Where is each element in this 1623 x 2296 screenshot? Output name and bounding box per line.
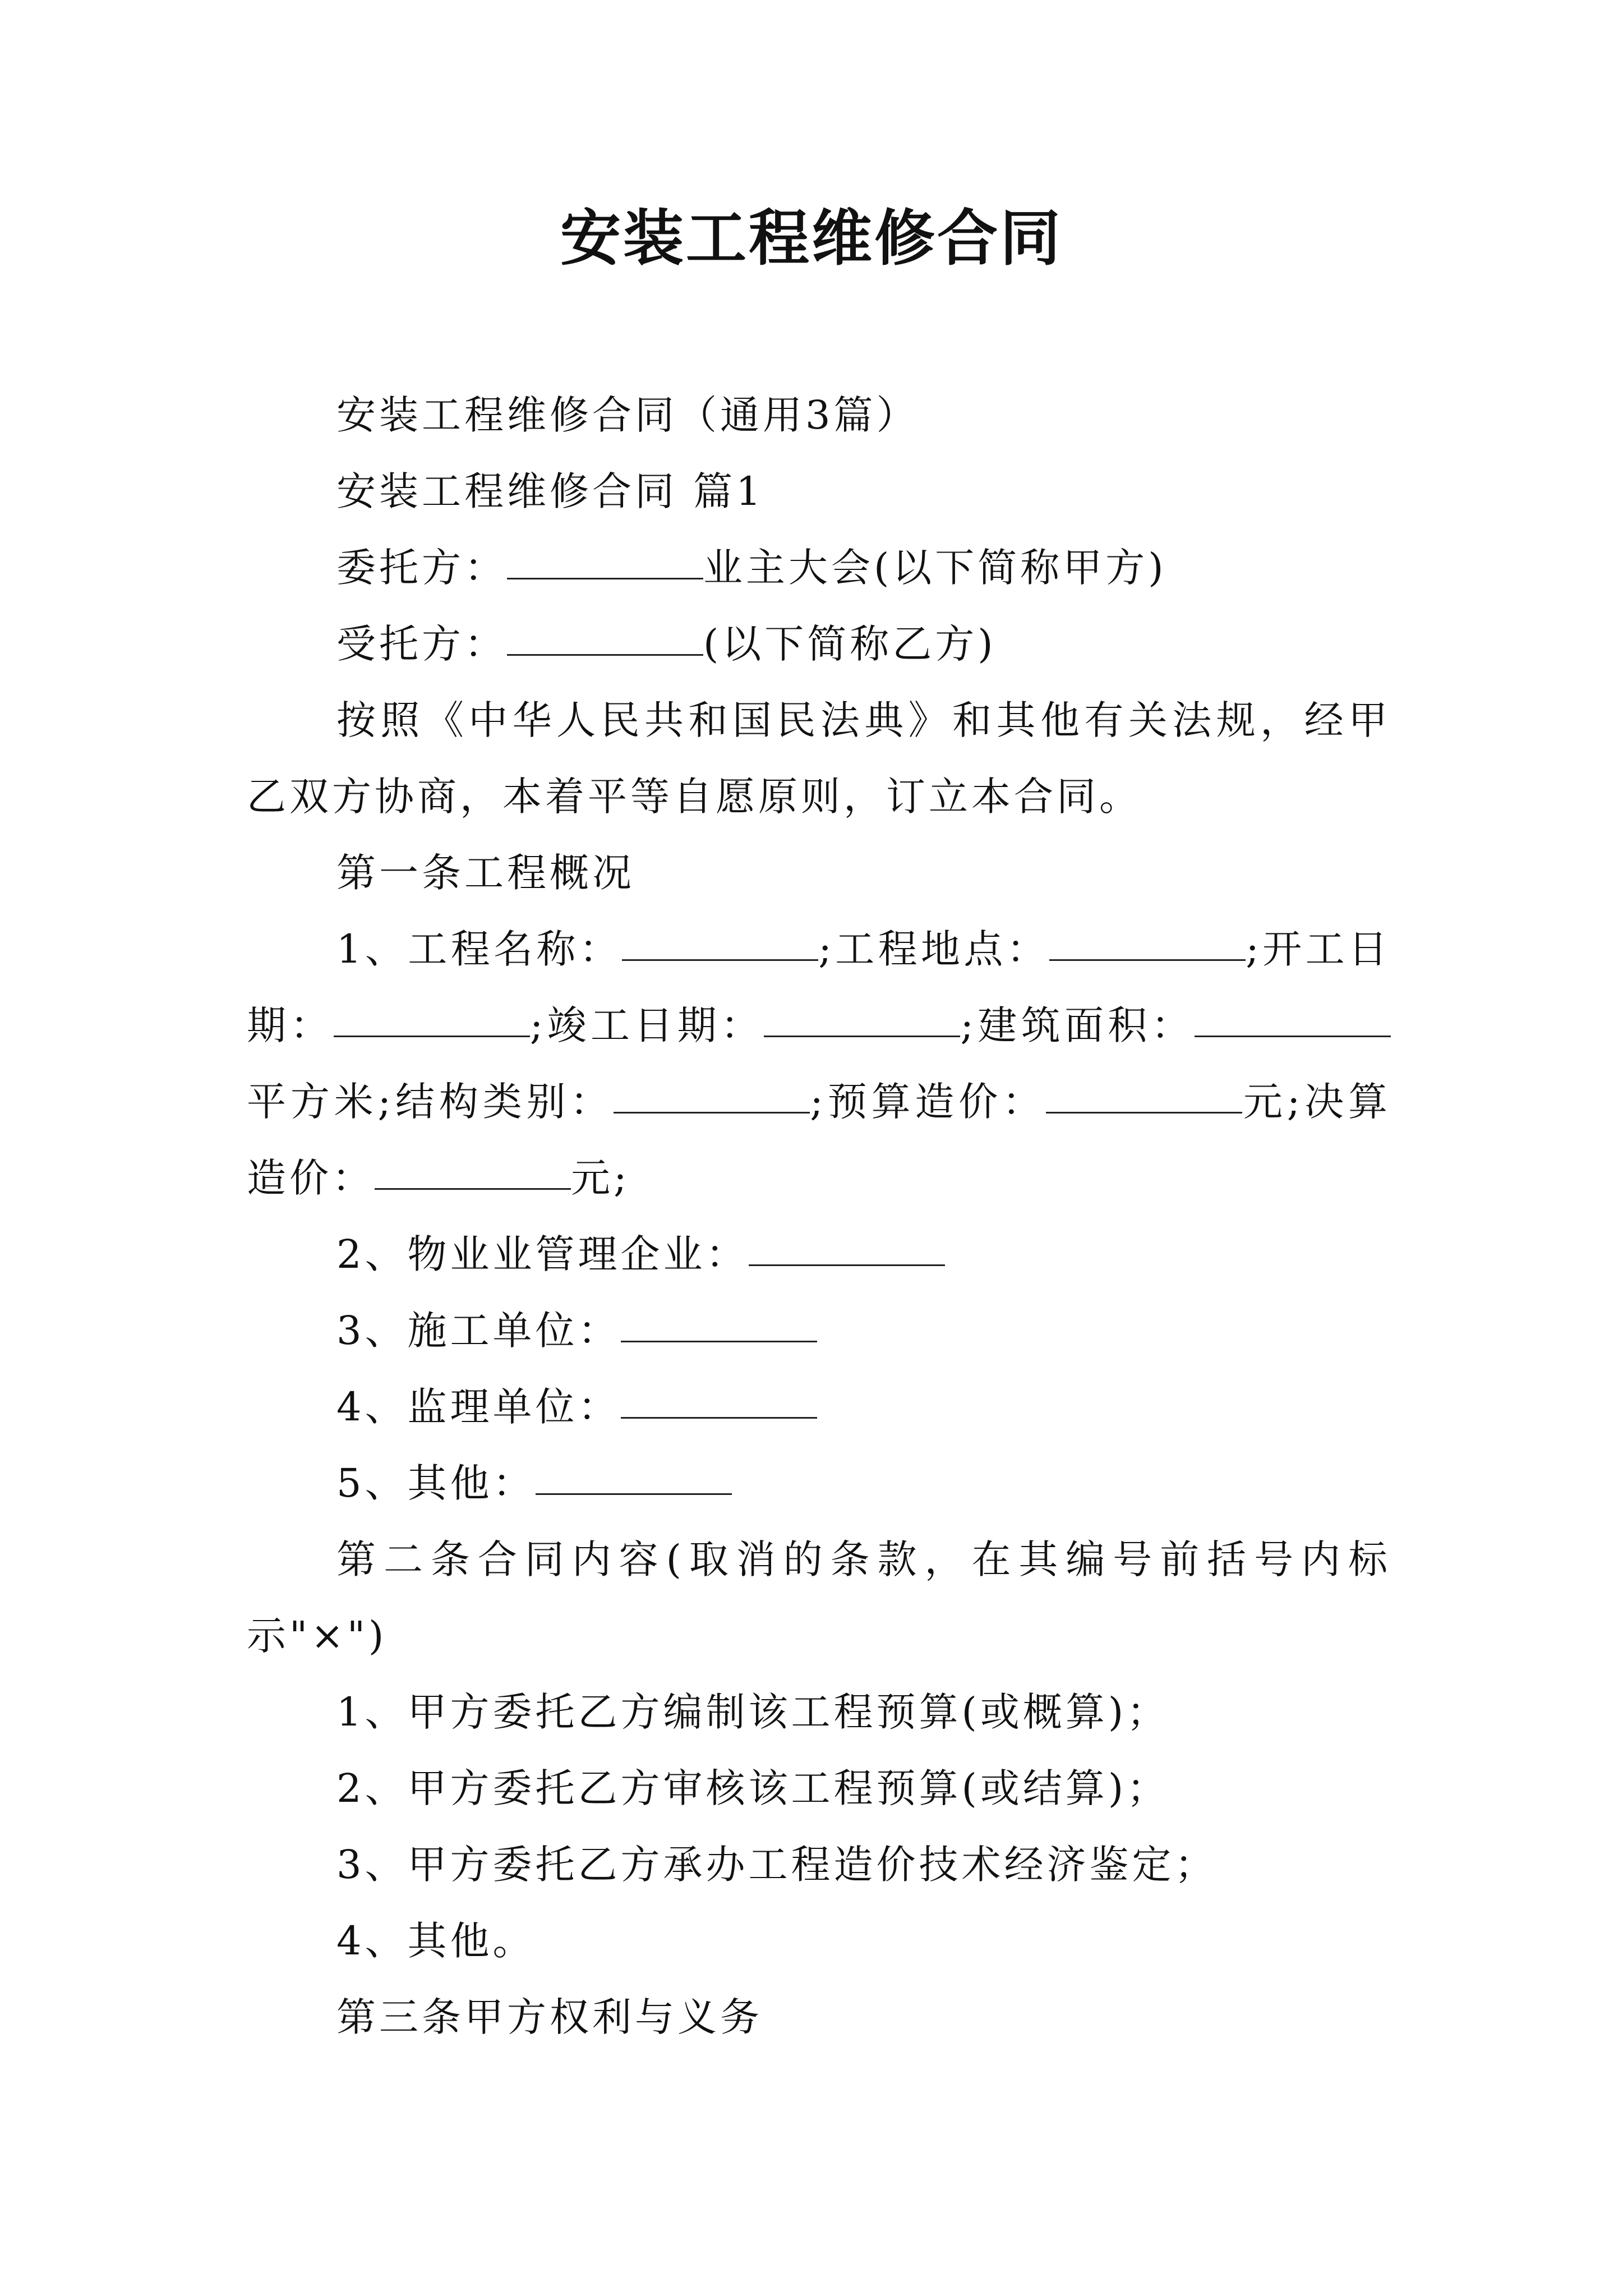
supervision-unit-blank xyxy=(621,1417,817,1419)
preamble: 按照《中华人民共和国民法典》和其他有关法规，经甲乙双方协商，本着平等自愿原则，订立本合同。 xyxy=(247,697,1391,820)
project-location-label: ;工程地点： xyxy=(818,926,1050,972)
budget-cost-blank xyxy=(1046,1112,1242,1114)
other-blank xyxy=(536,1493,732,1495)
article2-item2: 2、甲方委托乙方审核该工程预算(或结算)； xyxy=(336,1765,1170,1811)
project-name-label: 1、工程名称： xyxy=(336,926,623,972)
article1-item1 xyxy=(247,911,1391,1216)
construction-unit-blank xyxy=(621,1341,817,1342)
final-cost-blank xyxy=(375,1188,571,1190)
property-company-label: 2、物业业管理企业： xyxy=(336,1231,749,1277)
budget-cost-label: ;预算造价： xyxy=(810,1079,1046,1125)
article2-item3: 3、甲方委托乙方承办工程造价技术经济鉴定； xyxy=(336,1842,1218,1888)
article1-heading: 第一条工程概况 xyxy=(336,850,635,896)
document-title: 安装工程维修合同 xyxy=(560,203,1063,274)
article1-item4 xyxy=(247,1369,1391,1445)
client-blank xyxy=(507,578,703,579)
construction-unit-label: 3、施工单位： xyxy=(336,1308,621,1354)
client-suffix: 业主大会(以下简称甲方) xyxy=(703,545,1167,591)
contractor-suffix: (以下简称乙方) xyxy=(703,621,997,667)
part-heading: 安装工程维修合同 篇1 xyxy=(336,468,764,514)
start-date-blank xyxy=(334,1036,530,1037)
final-cost-unit: 元; xyxy=(571,1155,630,1201)
floor-area-label: ;建筑面积： xyxy=(960,1002,1195,1048)
article1-item3 xyxy=(247,1292,1391,1369)
contractor-line xyxy=(247,606,1391,682)
completion-date-label: ;竣工日期： xyxy=(529,1002,764,1048)
structure-type-label: 平方米;结构类别： xyxy=(247,1079,614,1125)
article1-item5 xyxy=(247,1445,1391,1521)
start-date-label: ;开工日期： xyxy=(247,926,1391,1048)
floor-area-blank xyxy=(1195,1036,1391,1037)
supervision-unit-label: 4、监理单位： xyxy=(336,1384,621,1430)
article2-heading: 第二条合同内容(取消的条款，在其编号前括号内标示"×") xyxy=(247,1536,1391,1659)
subtitle: 安装工程维修合同（通用3篇） xyxy=(336,392,919,438)
property-company-blank xyxy=(749,1264,945,1266)
final-cost-label: 元;决算造价： xyxy=(247,1079,1391,1201)
article2-item4: 4、其他。 xyxy=(336,1918,536,1964)
client-label: 委托方： xyxy=(336,545,507,591)
contractor-label: 受托方： xyxy=(336,621,507,667)
structure-type-blank xyxy=(614,1112,810,1114)
article3-heading: 第三条甲方权利与义务 xyxy=(336,1994,763,2040)
other-label: 5、其他： xyxy=(336,1460,536,1506)
article1-item2 xyxy=(247,1216,1391,1292)
document-body xyxy=(247,377,1391,2055)
client-line xyxy=(247,530,1391,606)
completion-date-blank xyxy=(764,1036,960,1037)
project-location-blank xyxy=(1049,959,1246,961)
article2-item1: 1、甲方委托乙方编制该工程预算(或概算)； xyxy=(336,1689,1170,1735)
contractor-blank xyxy=(507,654,703,656)
project-name-blank xyxy=(622,959,818,961)
